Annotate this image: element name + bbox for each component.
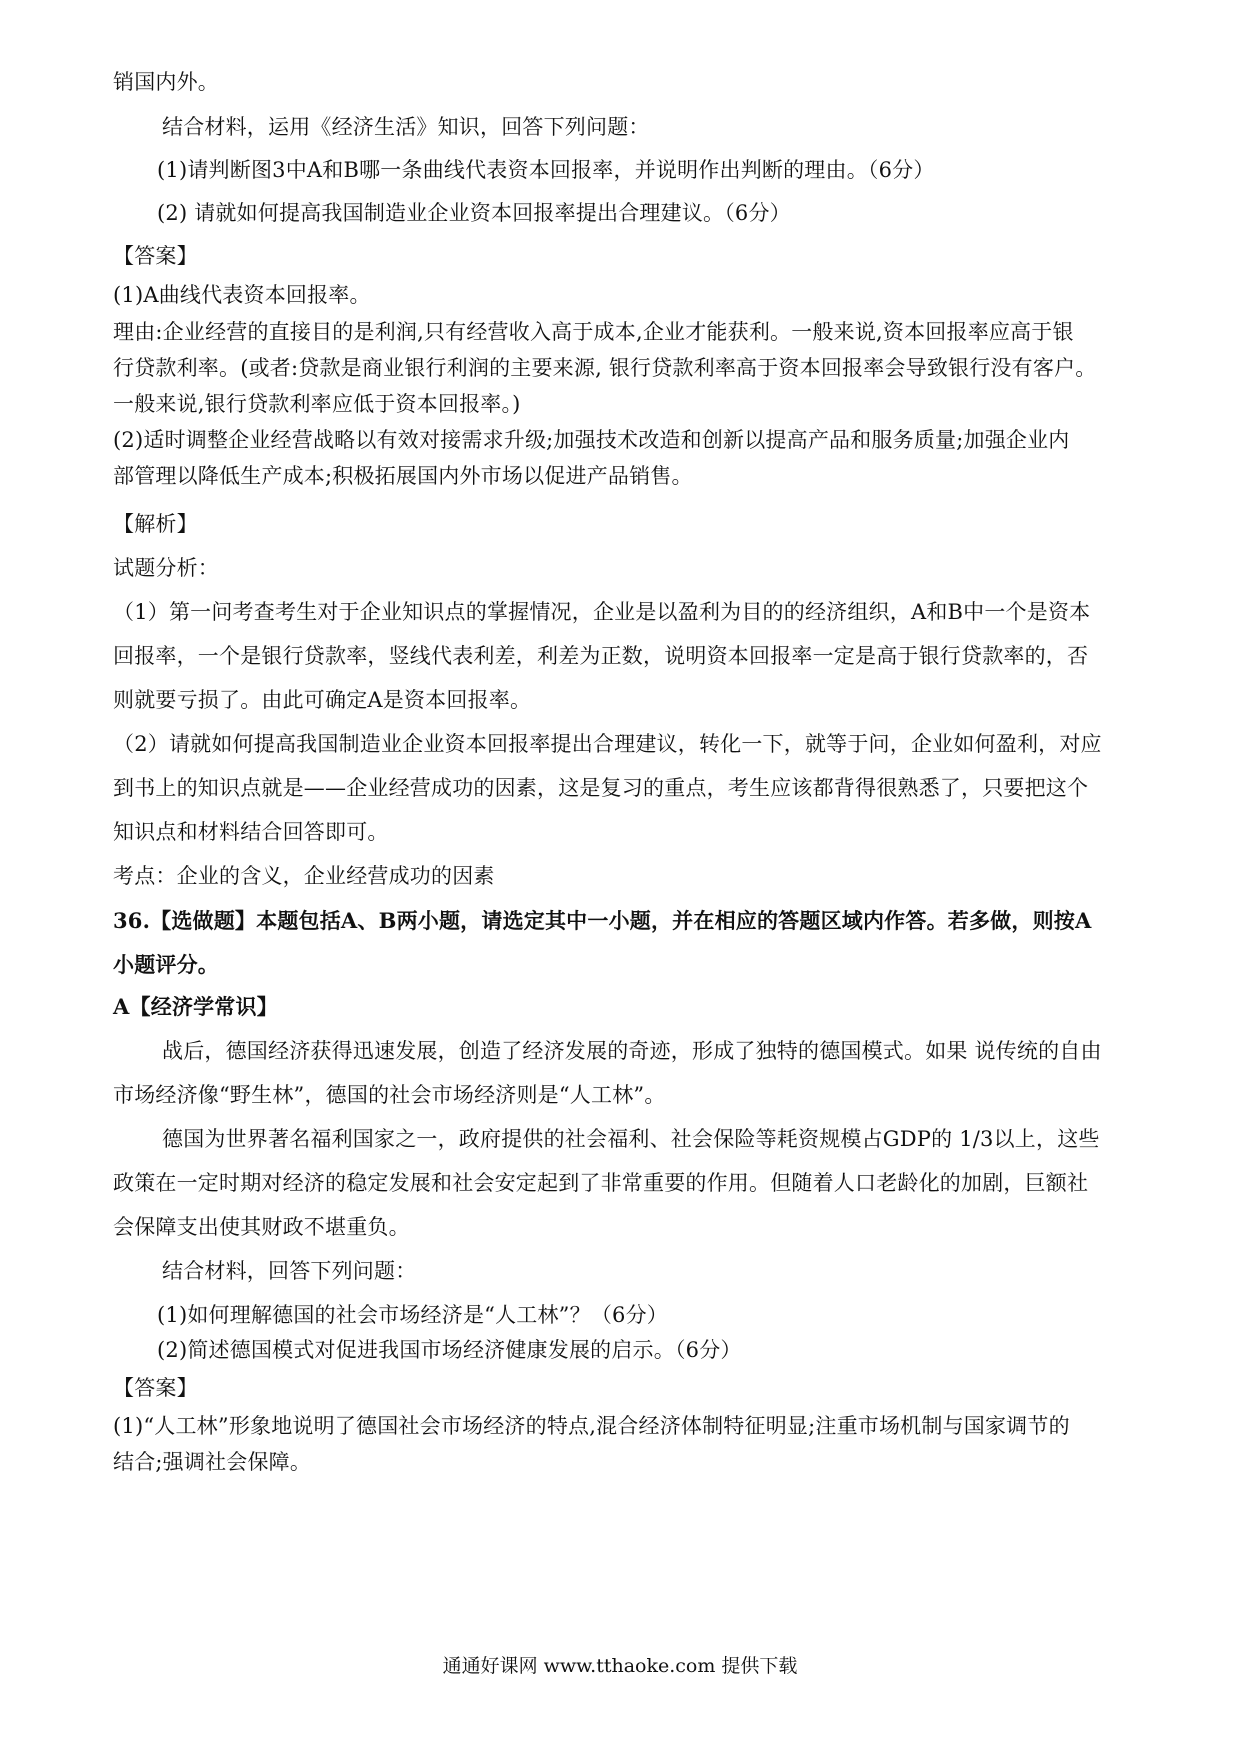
question-36-heading: 36.【选做题】本题包括A、B两小题，请选定其中一小题，并在相应的答题区域内作答。若多做，则按A	[113, 908, 1092, 933]
text-line: 一般来说,银行贷款利率应低于资本回报率。)	[113, 392, 521, 416]
text-line: 理由:企业经营的直接目的是利润,只有经营收入高于成本,企业才能获利。一般来说,资本回报率应高于银	[113, 320, 1074, 344]
text-line: (1)“人工林”形象地说明了德国社会市场经济的特点,混合经济体制特征明显;注重市场机制与国家调节的	[113, 1414, 1070, 1438]
page-footer: 通通好课网 www.tthaoke.com 提供下载	[442, 1655, 798, 1677]
answer-heading: 【答案】	[113, 244, 198, 268]
analysis-heading: 【解析】	[113, 512, 198, 536]
text-line: 试题分析：	[113, 556, 219, 580]
question-1: (1)请判断图3中A和B哪一条曲线代表资本回报率，并说明作出判断的理由。（6分）	[157, 158, 935, 182]
question-1: (1)如何理解德国的社会市场经济是“人工林”？（6分）	[157, 1303, 668, 1327]
text-line: 结合;强调社会保障。	[113, 1450, 312, 1474]
section-a-heading: A【经济学常识】	[113, 994, 278, 1019]
text-line: 结合材料，回答下列问题：	[162, 1259, 417, 1283]
question-2: (2)简述德国模式对促进我国市场经济健康发展的启示。（6分）	[157, 1338, 742, 1362]
text-line: 部管理以降低生产成本;积极拓展国内外市场以促进产品销售。	[113, 464, 693, 488]
text-line: 则就要亏损了。由此可确定A是资本回报率。	[113, 688, 532, 712]
text-line: 会保障支出使其财政不堪重负。	[113, 1215, 410, 1239]
text-line: （1）第一问考查考生对于企业知识点的掌握情况，企业是以盈利为目的的经济组织，A和B中一个是资本	[113, 600, 1091, 624]
text-line: 到书上的知识点就是——企业经营成功的因素，这是复习的重点，考生应该都背得很熟悉了，只要把这个	[113, 776, 1089, 800]
text-line: (2)适时调整企业经营战略以有效对接需求升级;加强技术改造和创新以提高产品和服务质量;加强企业内	[113, 428, 1070, 452]
text-line: 战后，德国经济获得迅速发展，创造了经济发展的奇迹，形成了独特的德国模式。如果 说传统的自由	[162, 1039, 1102, 1063]
text-line: 结合材料，运用《经济生活》知识，回答下列问题：	[162, 115, 650, 139]
text-line: (1)A曲线代表资本回报率。	[113, 283, 371, 307]
text-line: 政策在一定时期对经济的稳定发展和社会安定起到了非常重要的作用。但随着人口老龄化的加剧，巨额社	[113, 1171, 1089, 1195]
text-line: 德国为世界著名福利国家之一，政府提供的社会福利、社会保险等耗资规模占GDP的 1/3以上，这些	[162, 1127, 1100, 1151]
text-line: 市场经济像“野生林”，德国的社会市场经济则是“人工林”。	[113, 1083, 666, 1107]
text-line: 回报率，一个是银行贷款率，竖线代表利差，利差为正数，说明资本回报率一定是高于银行贷款率的，否	[113, 644, 1089, 668]
text-line: 销国内外。	[113, 70, 219, 94]
question-2: (2) 请就如何提高我国制造业企业资本回报率提出合理建议。（6分）	[157, 201, 791, 225]
question-36-heading-cont: 小题评分。	[113, 952, 219, 977]
answer-heading: 【答案】	[113, 1376, 198, 1400]
text-line: （2）请就如何提高我国制造业企业资本回报率提出合理建议，转化一下，就等于问，企业如何盈利，对应	[113, 732, 1102, 756]
text-line: 知识点和材料结合回答即可。	[113, 820, 389, 844]
key-points: 考点：企业的含义，企业经营成功的因素	[113, 864, 495, 888]
text-line: 行贷款利率。(或者:贷款是商业银行利润的主要来源, 银行贷款利率高于资本回报率会导致银行没有客户。	[113, 356, 1097, 380]
